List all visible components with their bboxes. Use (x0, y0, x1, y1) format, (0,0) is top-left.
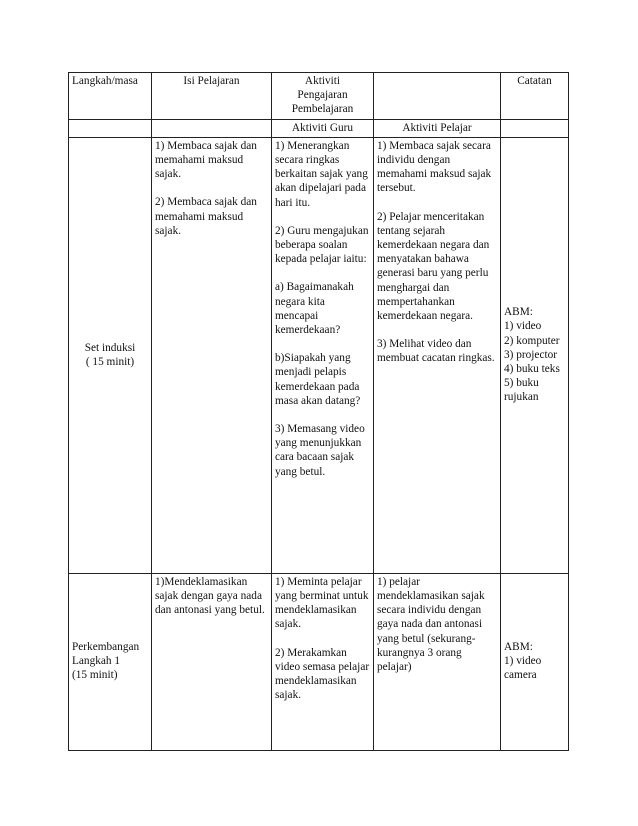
subheader-empty (152, 119, 272, 137)
catatan-line: 4) buku teks (504, 362, 560, 375)
isi-item: 1) Membaca sajak dan memahami maksud sajak. (155, 139, 257, 181)
set-induksi-row (69, 137, 569, 573)
langkah-line: Langkah 1 (72, 655, 120, 668)
guru-item: 1) Meminta pelajar yang berminat untuk mendeklamasikan sajak. (275, 575, 369, 631)
subheader-empty (69, 119, 152, 137)
pelajar-item: 3) Melihat video dan membuat cacatan ringkas. (377, 338, 495, 365)
header-isi: Isi Pelajaran (152, 73, 272, 120)
perkembangan-isi (152, 573, 272, 750)
header-empty (374, 73, 501, 120)
set-induksi-catatan (501, 137, 569, 573)
langkah-line: Perkembangan (72, 641, 140, 653)
subheader-pelajar: Aktiviti Pelajar (374, 119, 501, 137)
guru-item: 3) Memasang video yang menunjukkan cara bacaan sajak yang betul. (275, 423, 365, 478)
pelajar-item: 2) Pelajar menceritakan tentang sejarah kemerdekaan negara dan menyatakan bahawa generasi baru yang perlu menghargai dan mempertahankan kemerdekaan negara. (377, 210, 490, 323)
header-aktiviti-line: Pembelajaran (291, 103, 354, 116)
set-induksi-isi (152, 137, 272, 573)
catatan-line: 5) buku rujukan (504, 377, 539, 404)
header-aktiviti (272, 73, 374, 120)
catatan-line: 3) projector (504, 348, 558, 361)
perkembangan-guru (272, 573, 374, 750)
isi-item: 2) Membaca sajak dan memahami maksud sajak. (155, 196, 257, 237)
perkembangan-pelajar (374, 573, 501, 750)
header-catatan: Catatan (501, 73, 569, 120)
perkembangan-catatan (501, 573, 569, 750)
pelajar-item: 1) pelajar mendeklamasikan sajak secara individu dengan gaya nada dan antonasi yang betul (sekurang-kurangnya 3 orang pelajar) (377, 575, 485, 674)
header-row (69, 73, 569, 120)
subheader-guru: Aktiviti Guru (272, 119, 374, 137)
set-induksi-guru (272, 137, 374, 573)
pelajar-item: 1) Membaca sajak secara individu dengan memahami maksud sajak tersebut. (377, 139, 492, 195)
catatan-line: ABM: (504, 641, 533, 653)
catatan-line: ABM: (504, 306, 533, 319)
header-aktiviti-line: Pengajaran (297, 89, 348, 102)
guru-item: a) Bagaimanakah negara kita mencapai kemerdekaan? (275, 281, 354, 337)
guru-item: 2) Merakamkan video semasa pelajar mendeklamasikan sajak. (275, 646, 370, 702)
langkah-line: (15 minit) (72, 669, 118, 682)
guru-item: b)Siapakah yang menjadi pelapis kemerdekaan pada masa akan datang? (275, 352, 361, 407)
header-langkah: Langkah/masa (69, 73, 152, 120)
catatan-line: 2) komputer (504, 334, 560, 347)
header-aktiviti-line: Aktiviti (304, 75, 341, 87)
subheader-row (69, 119, 569, 137)
catatan-line: 1) video camera (504, 655, 542, 682)
subheader-empty (501, 119, 569, 137)
guru-item: 2) Guru mengajukan beberapa soalan kepada pelajar iaitu: (275, 224, 369, 266)
perkembangan-row (69, 573, 569, 750)
catatan-line: 1) video (504, 320, 542, 333)
langkah-line: Set induksi (84, 341, 136, 354)
langkah-line: ( 15 minit) (85, 355, 135, 368)
guru-item: 1) Menerangkan secara ringkas berkaitan sajak yang akan dipelajari pada hari itu. (275, 139, 368, 209)
set-induksi-langkah (69, 137, 152, 573)
isi-item: 1)Mendeklamasikan sajak dengan gaya nada dan antonasi yang betul. (155, 575, 265, 617)
set-induksi-pelajar (374, 137, 501, 573)
perkembangan-langkah (69, 573, 152, 750)
lesson-plan-table (68, 72, 569, 751)
